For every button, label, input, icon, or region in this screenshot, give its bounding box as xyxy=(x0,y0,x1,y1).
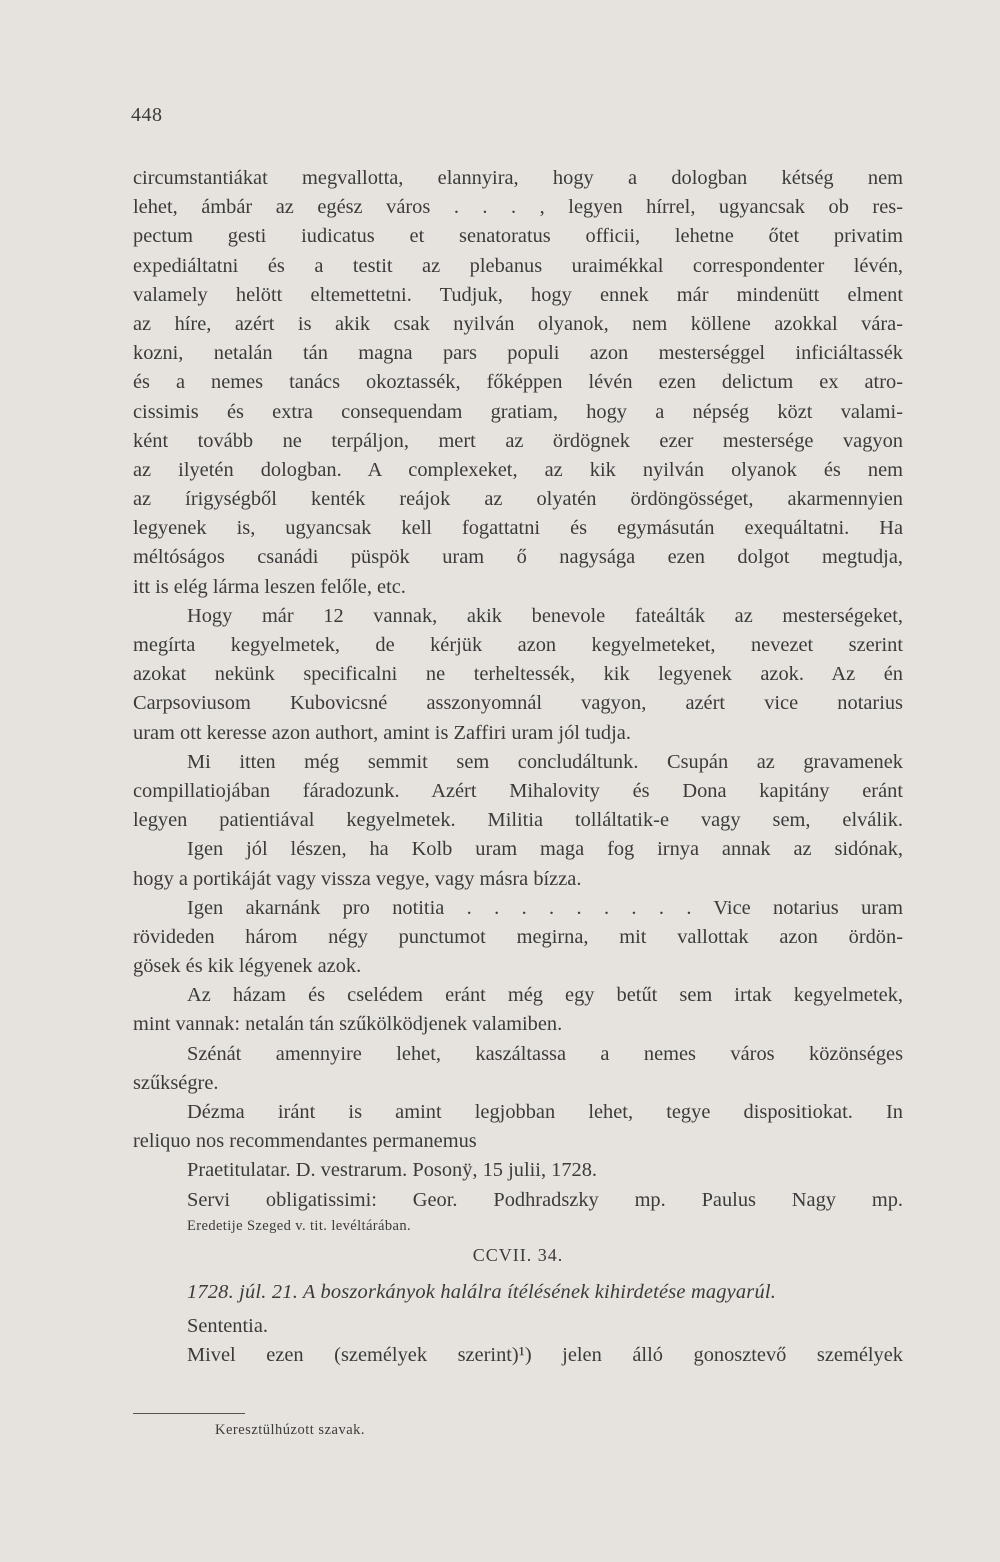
text-line: lehet, ámbár az egész város . . . , legyen hírrel, ugyancsak ob res- xyxy=(133,196,903,219)
text-line: expediáltatni és a testit az plebanus uraimékkal correspondenter lévén, xyxy=(133,254,903,277)
text-line: ként tovább ne terpáljon, mert az ördögnek ezer mestersége vagyon xyxy=(133,429,903,452)
text-line: szűkségre. xyxy=(133,1071,219,1094)
text-line: Praetitulatar. D. vestrarum. Posonÿ, 15 julii, 1728. xyxy=(187,1159,598,1182)
text-line: cissimis és extra consequendam gratiam, hogy a népség közt valami- xyxy=(133,400,903,423)
text-line: Az házam és cselédem eránt még egy betűt sem irtak kegyelmetek, xyxy=(187,984,903,1007)
text-line: az híre, azért is akik csak nyilván olyanok, nem köllene azokkal vára- xyxy=(133,312,903,335)
text-line: uram ott keresse azon authort, amint is Zaffiri uram jól tudja. xyxy=(133,721,631,744)
text-line: rövideden három négy punctumot megirna, mit vallottak azon ördön- xyxy=(133,925,903,948)
text-line: Mi itten még semmit sem concludáltunk. Csupán az gravamenek xyxy=(187,750,903,773)
text-line: valamely helött eltemettetni. Tudjuk, hogy ennek már mindenütt elment xyxy=(133,283,903,306)
text-line: Mivel ezen (személyek szerint)¹) jelen álló gonosztevő személyek xyxy=(187,1343,903,1366)
text-line: azokat nekünk specificalni ne terheltessék, kik legyenek azok. Az én xyxy=(133,663,903,686)
body-text xyxy=(133,164,903,1370)
text-line: circumstantiákat megvallotta, elannyira, hogy a dologban kétség nem xyxy=(133,167,903,189)
text-line: Szénát amennyire lehet, kaszáltassa a nemes város közönséges xyxy=(187,1042,903,1065)
text-line: Hogy már 12 vannak, akik benevole fateálták az mesterségeket, xyxy=(187,604,903,627)
text-line: itt is elég lárma leszen felőle, etc. xyxy=(133,575,406,598)
text-line: gösek és kik légyenek azok. xyxy=(133,955,362,978)
text-line: Servi obligatissimi: Geor. Podhradszky mp. Paulus Nagy mp. xyxy=(187,1188,903,1211)
text-line: reliquo nos recommendantes permanemus xyxy=(133,1130,477,1153)
text-line: Igen akarnánk pro notitia . . . . . . . . . Vice notarius uram xyxy=(187,896,903,919)
text-line: Dézma iránt is amint legjobban lehet, tegye dispositiokat. In xyxy=(187,1101,903,1123)
text-line: és a nemes tanács okoztassék, főképpen lévén ezen delictum ex atro- xyxy=(133,371,903,394)
text-line: az ilyetén dologban. A complexeket, az kik nyilván olyanok és nem xyxy=(133,458,903,481)
document-number: CCVII. 34. xyxy=(472,1244,564,1265)
text-line: az írigységből kenték reájok az olyatén ördöngösséget, akarmennyien xyxy=(133,488,903,511)
footnote: Keresztülhúzott szavak. xyxy=(215,1422,366,1438)
text-line: hogy a portikáját vagy vissza vegye, vagy másra bízza. xyxy=(133,867,582,890)
document-heading: 1728. júl. 21. A boszorkányok halálra ítélésének kihirdetése magyarúl. xyxy=(187,1280,776,1303)
text-line: megírta kegyelmetek, de kérjük azon kegyelmeteket, nevezet szerint xyxy=(133,634,903,656)
text-line: Sententia. xyxy=(187,1314,268,1337)
text-line: kozni, netalán tán magna pars populi azon mesterséggel inficiáltassék xyxy=(133,342,903,365)
text-line: compillatiojában fáradozunk. Azért Mihalovity és Dona kapitány eránt xyxy=(133,779,903,802)
text-line: méltóságos csanádi püspök uram ő nagysága ezen dolgot megtudja, xyxy=(133,546,903,569)
page-number: 448 xyxy=(131,104,163,126)
text-line: pectum gesti iudicatus et senatoratus officii, lehetne őtet privatim xyxy=(133,225,903,248)
source-note: Eredetije Szeged v. tit. levéltárában. xyxy=(187,1217,412,1234)
text-line: legyen patientiával kegyelmetek. Militia tolláltatik-e vagy sem, elválik. xyxy=(133,809,903,832)
text-line: Igen jól lészen, ha Kolb uram maga fog irnya annak az sidónak, xyxy=(187,838,903,861)
text-line: Carpsoviusom Kubovicsné asszonyomnál vagyon, azért vice notarius xyxy=(133,692,903,715)
text-line: mint vannak: netalán tán szűkölködjenek valamiben. xyxy=(133,1013,563,1036)
footnote-rule xyxy=(133,1413,245,1414)
text-line: legyenek is, ugyancsak kell fogattatni és egymásután exequáltatni. Ha xyxy=(133,517,903,540)
